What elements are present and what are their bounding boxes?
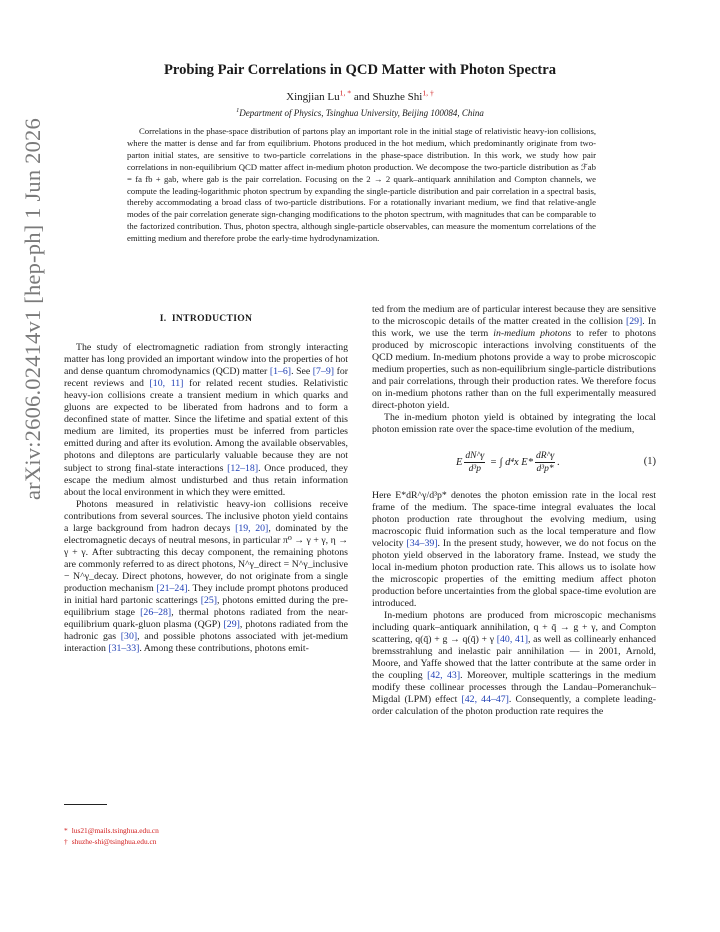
text-run: . In this work, we use the term: [372, 316, 656, 340]
author-affiliation-mark[interactable]: 1, †: [422, 88, 434, 98]
fraction: [464, 450, 485, 475]
arxiv-identifier-stamp[interactable]: arXiv:2606.02414v1 [hep-ph] 1 Jun 2026: [20, 118, 45, 500]
fraction-denominator: d³p: [468, 463, 482, 474]
citation-link[interactable]: [29]: [223, 619, 240, 631]
citation-link[interactable]: [21–24]: [156, 582, 188, 594]
footnote-mark: *: [64, 826, 68, 835]
affiliation-text: Department of Physics, Tsinghua University, Beijing 100084, China: [239, 108, 484, 118]
citation-link[interactable]: [10, 11]: [149, 378, 184, 390]
text-run: . Once produced, they escape the medium almost undisturbed and thus retain information about the local environment in which they were emitted.: [64, 462, 348, 498]
citation-link[interactable]: [42, 43]: [427, 670, 461, 682]
footnote: [64, 825, 159, 836]
text-run: , and possible photons associated with jet-medium interaction: [64, 631, 348, 655]
right-column: [372, 304, 656, 718]
citation-link[interactable]: [1–6]: [269, 366, 292, 378]
text-run: for recent reviews and: [64, 366, 349, 390]
text-run: . They include prompt photons produced in initial hard partonic scatterings: [64, 582, 349, 607]
paragraph: [64, 342, 348, 499]
text-run: Here E*dR^γ/d³p* denotes the photon emission rate in the local rest frame of the medium. The space-time integral evaluates the local photon production rate throughout the evolving medium, using macroscopic fluid information such as the local temperature and flow velocity: [372, 489, 656, 549]
paragraph: [372, 610, 656, 718]
text-run: . Consequently, a complete leading-order calculation of the photon production rate requires the: [372, 694, 656, 718]
paragraph: [372, 304, 656, 412]
text-run: for related recent studies. Relativistic heavy-ion collisions create a transient medium in which quarks and gluons are expected to be liberated from hadrons and to form a deconfined state of matter. Since the lifetime and spatial extent of this medium are limited, its properties must be inferred from particles emitted during and after its evolution. Among the available observables, photons and dileptons are particularly valuable because they are not subject to strong final-state interactions: [64, 378, 348, 474]
text-run: In-medium photons are produced from microscopic mechanisms including quark–antiquark annihilation, q + q̄ → g + γ, and Compton scattering, q(q̄) + g → q(q̄) + γ: [372, 609, 656, 646]
email-link[interactable]: shuzhe-shi@tsinghua.edu.cn: [71, 837, 157, 846]
email-link[interactable]: lus21@mails.tsinghua.edu.cn: [71, 826, 159, 835]
citation-link[interactable]: [25]: [200, 595, 218, 607]
text-run: Photons measured in relativistic heavy-ion collisions receive contributions from several sources. The inclusive photon yield contains a large background from hadron decays: [64, 498, 348, 534]
text-run: , as well as collinearly enhanced bremsstrahlung and inelastic pair annihilation — in 2001, Arnold, Moore, and Yaffe showed that the latter contribute at the same order in the coupling: [372, 634, 656, 682]
affiliation-mark: 1: [236, 107, 240, 114]
text-run: . See: [291, 366, 313, 378]
fraction-numerator: dR^γ: [535, 450, 555, 463]
citation-link[interactable]: [30]: [120, 631, 138, 643]
equation-end: .: [557, 456, 560, 468]
equation-number: (1): [643, 455, 656, 467]
author-list: [60, 88, 660, 103]
citation-link[interactable]: [29]: [625, 316, 643, 328]
left-column: [64, 313, 348, 655]
paragraph: [64, 499, 348, 656]
footnote: [64, 836, 159, 847]
equation-symbol: E: [456, 456, 463, 468]
citation-link[interactable]: [31–33]: [108, 643, 140, 655]
author-name: Shuzhe Shi: [372, 91, 423, 103]
text-run: . In the present study, however, we do not focus on the photon yield observed in the laboratory frame. Instead, we study the local in-medium photon production rate. This allows us to isolate how the microscopic properties of the emitting medium affect photon production before uncertainties from the global space-time evolution are introduced.: [372, 537, 657, 609]
text-run: , photons radiated from the hadronic gas: [64, 619, 348, 643]
citation-link[interactable]: [34–39]: [406, 537, 438, 549]
abstract-text: Correlations in the phase-space distribution of partons play an important role in the initial stage of relativistic heavy-ion collisions, where the matter is dense and far from equilibrium. Photons produced in the hot medium, which predominantly originate from two-parton initial states, are sensitive to two-particle correlations in the phase-space distribution. In this work, we study how pair correlations in non-equilibrium QCD matter affect in-medium photon production. We decompose the two-particle distribution as ℱab = fa fb + gab, where gab is the pair correlation. Focusing on the 2 → 2 quark–antiquark annihilation and Compton channels, we compute the leading-logarithmic photon spectrum by expanding the single-particle distribution and pair correlation in a spectral basis, thereby accommodating a broad class of two-particle distributions. For a rotationally invariant medium, we find that relative-angle modes of the pair correlation generate sign-changing modifications to the photon spectrum, with magnitudes that can be comparable to the factorized contribution. Thus, photon spectra, although single-particle observables, can measure the momentum correlations of the emitting medium and therefore probe the early-time hydrodynamization.: [127, 126, 596, 244]
equation-body: [456, 450, 560, 475]
abstract: [127, 126, 596, 245]
section-heading: [64, 313, 348, 325]
fraction-numerator: dN^γ: [464, 450, 485, 463]
text-run: . Among these contributions, photons emit-: [139, 643, 309, 655]
author-affiliation-mark[interactable]: 1, *: [339, 88, 352, 98]
author-conjunction: and: [353, 91, 370, 103]
citation-link[interactable]: [42, 44–47]: [461, 694, 509, 706]
equation: [372, 446, 656, 480]
section-number: I.: [159, 313, 167, 324]
text-run: , dominated by the electromagnetic decays of neutral mesons, in particular π⁰ → γ + γ, η → γ + γ. After subtracting this decay component, the remaining photons are commonly referred to as direct photons, N^γ_direct = N^γ_inclusive − N^γ_decay. Direct photons, however, do not originate from a single production mechanism: [64, 522, 348, 594]
affiliation: [60, 108, 660, 118]
text-run: ted from the medium are of particular interest because they are sensitive to the microscopic details of the matter created in the collision: [372, 304, 656, 328]
equation-integral: = ∫ d⁴x E*: [489, 456, 533, 468]
emphasized-term: in-medium photons: [493, 328, 572, 340]
text-run: to refer to photons produced by microscopic interactions involving constituents of the QCD medium. In-medium photons provide a way to probe microscopic medium properties, such as non-equilibrium single-particle distributions and pair correlations, through their production rates. We therefore focus on in-medium photons rather than on the full experimentally measured direct-photon yield.: [372, 328, 656, 412]
citation-link[interactable]: [19, 20]: [235, 522, 269, 534]
text-run: The study of electromagnetic radiation from strongly interacting matter has long provided an important window into the properties of hot and dense quantum chromodynamics (QCD) matter: [64, 342, 348, 378]
citation-link[interactable]: [40, 41]: [496, 634, 529, 646]
citation-link[interactable]: [7–9]: [312, 366, 335, 378]
section-title: INTRODUCTION: [171, 313, 253, 324]
text-run: . Moreover, multiple scatterings in the medium modify these collinear processes through the Landau–Pomeranchuk–Migdal (LPM) effect: [372, 670, 656, 706]
fraction: [535, 450, 555, 475]
text-run: , thermal photons radiated from the near-equilibrium quark-gluon plasma (QGP): [64, 607, 348, 631]
footnote-divider: [64, 804, 107, 805]
author-name: Xingjian Lu: [286, 91, 340, 103]
fraction-denominator: d³p*: [536, 463, 554, 474]
paragraph: [372, 490, 656, 610]
footnote-mark: †: [64, 837, 68, 846]
citation-link[interactable]: [26–28]: [140, 607, 172, 619]
paragraph: The in-medium photon yield is obtained by integrating the local photon emission rate over the space-time evolution of the medium,: [372, 412, 656, 436]
footnotes: [64, 825, 159, 847]
text-run: , photons emitted during the pre-equilibrium stage: [64, 595, 348, 619]
citation-link[interactable]: [12–18]: [227, 462, 259, 474]
paper-title: Probing Pair Correlations in QCD Matter with Photon Spectra: [163, 62, 557, 78]
